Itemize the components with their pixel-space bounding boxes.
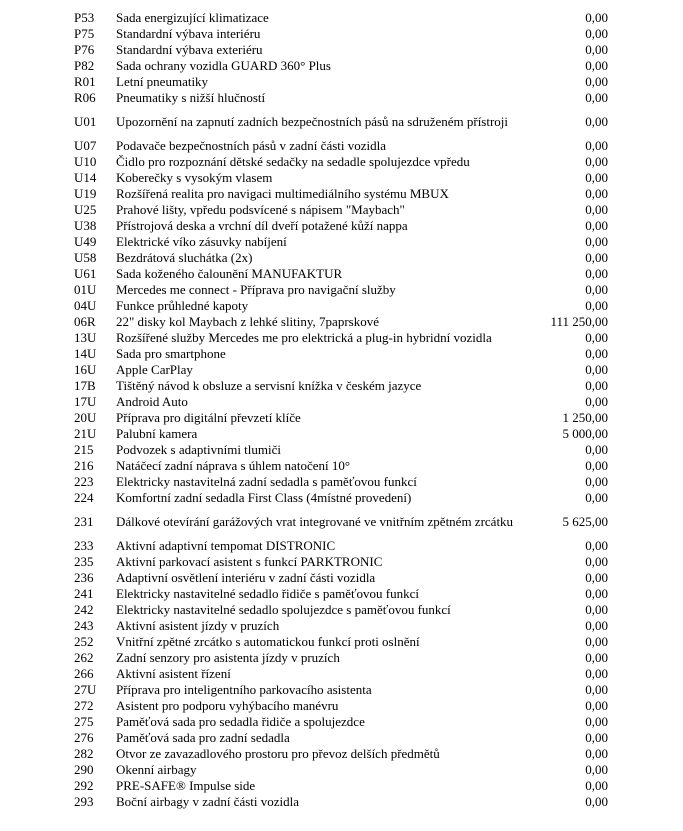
option-row	[74, 538, 608, 554]
option-description: Palubní kamera	[116, 426, 198, 441]
option-row	[74, 186, 608, 202]
option-description: Android Auto	[116, 394, 188, 409]
option-code: U14	[74, 170, 97, 185]
option-description: Okenní airbagy	[116, 762, 197, 777]
option-price: 0,00	[585, 634, 608, 649]
option-row	[74, 794, 608, 810]
option-code: 235	[74, 554, 94, 569]
option-description: Standardní výbava exteriéru	[116, 42, 263, 57]
option-price: 0,00	[585, 90, 608, 105]
option-row	[74, 202, 608, 218]
option-price: 0,00	[585, 602, 608, 617]
option-row	[74, 634, 608, 650]
option-row	[74, 42, 608, 58]
option-price: 0,00	[585, 794, 608, 809]
option-row	[74, 618, 608, 634]
option-description: Rozšířené služby Mercedes me pro elektrická a plug-in hybridní vozidla	[116, 330, 492, 345]
option-row	[74, 458, 608, 474]
option-description: Otvor ze zavazadlového prostoru pro převoz delších předmětů	[116, 746, 440, 761]
option-row	[74, 218, 608, 234]
option-code: U61	[74, 266, 97, 281]
option-description: Aktivní asistent jízdy v pruzích	[116, 618, 280, 633]
option-description: Sada pro smartphone	[116, 346, 226, 361]
option-price: 0,00	[585, 202, 608, 217]
option-code: 241	[74, 586, 94, 601]
option-code: P82	[74, 58, 95, 73]
option-row	[74, 234, 608, 250]
option-description: Prahové lišty, vpředu podsvícené s nápisem "Maybach"	[116, 202, 405, 217]
option-row	[74, 698, 608, 714]
option-code: U07	[74, 138, 97, 153]
option-description: Adaptivní osvětlení interiéru v zadní části vozidla	[116, 570, 376, 585]
option-code: 20U	[74, 410, 97, 425]
option-row	[74, 442, 608, 458]
option-price: 0,00	[585, 698, 608, 713]
option-row	[74, 682, 608, 698]
option-code: 21U	[74, 426, 97, 441]
option-code: 13U	[74, 330, 97, 345]
option-price: 0,00	[585, 394, 608, 409]
option-description: Mercedes me connect - Příprava pro navigační služby	[116, 282, 396, 297]
option-row	[74, 138, 608, 154]
option-row	[74, 778, 608, 794]
option-code: U49	[74, 234, 97, 249]
option-description: Bezdrátová sluchátka (2x)	[116, 250, 253, 265]
option-price: 0,00	[585, 250, 608, 265]
option-row	[74, 74, 608, 90]
option-description: Elektricky nastavitelné sedadlo řidiče s paměťovou funkcí	[116, 586, 420, 601]
option-row	[74, 506, 608, 538]
option-code: 01U	[74, 282, 97, 297]
option-price: 0,00	[585, 346, 608, 361]
option-description: Sada koženého čalounění MANUFAKTUR	[116, 266, 343, 281]
option-row	[74, 378, 608, 394]
option-description: Upozornění na zapnutí zadních bezpečnostních pásů na sdruženém přístroji	[116, 114, 509, 129]
option-description: Aktivní adaptivní tempomat DISTRONIC	[116, 538, 336, 553]
option-row	[74, 746, 608, 762]
option-price: 0,00	[585, 282, 608, 297]
option-code: 276	[74, 730, 94, 745]
option-price: 0,00	[585, 490, 608, 505]
option-description: Boční airbagy v zadní části vozidla	[116, 794, 300, 809]
option-price: 0,00	[585, 26, 608, 41]
option-description: Vnitřní zpětné zrcátko s automatickou funkcí proti oslnění	[116, 634, 420, 649]
option-description: Paměťová sada pro sedadla řidiče a spolujezdce	[116, 714, 365, 729]
option-price: 0,00	[585, 114, 608, 129]
option-row	[74, 282, 608, 298]
option-price: 1 250,00	[562, 410, 608, 425]
option-price: 0,00	[585, 442, 608, 457]
option-description: Zadní senzory pro asistenta jízdy v pruzích	[116, 650, 340, 665]
option-description: Apple CarPlay	[116, 362, 193, 377]
option-row	[74, 586, 608, 602]
option-code: 17B	[74, 378, 96, 393]
option-row	[74, 490, 608, 506]
option-price: 0,00	[585, 618, 608, 633]
option-price: 0,00	[585, 714, 608, 729]
option-row	[74, 58, 608, 74]
option-price: 0,00	[585, 42, 608, 57]
option-code: 233	[74, 538, 94, 553]
option-description: Podavače bezpečnostních pásů v zadní části vozidla	[116, 138, 387, 153]
option-row	[74, 762, 608, 778]
option-description: Čidlo pro rozpoznání dětské sedačky na sedadle spolujezdce vpředu	[116, 154, 470, 169]
option-code: U19	[74, 186, 97, 201]
option-price: 0,00	[585, 538, 608, 553]
option-code: R06	[74, 90, 96, 105]
option-code: 282	[74, 746, 94, 761]
option-price: 0,00	[585, 298, 608, 313]
option-description: Sada ochrany vozidla GUARD 360° Plus	[116, 58, 331, 73]
option-code: 223	[74, 474, 94, 489]
option-description: Aktivní asistent řízení	[116, 666, 231, 681]
option-price: 0,00	[585, 266, 608, 281]
option-code: 252	[74, 634, 94, 649]
option-price: 0,00	[585, 58, 608, 73]
option-description: Letní pneumatiky	[116, 74, 209, 89]
option-price: 0,00	[585, 586, 608, 601]
option-description: Příprava pro inteligentního parkovacího asistenta	[116, 682, 372, 697]
option-row	[74, 554, 608, 570]
option-price: 0,00	[585, 330, 608, 345]
option-code: 231	[74, 514, 94, 529]
option-price: 5 000,00	[562, 426, 608, 441]
option-row	[74, 394, 608, 410]
option-description: Natáčecí zadní náprava s úhlem natočení 10°	[116, 458, 351, 473]
option-code: 224	[74, 490, 94, 505]
option-code: P53	[74, 10, 95, 25]
option-description: Asistent pro podporu vyhýbacího manévru	[116, 698, 339, 713]
option-code: 243	[74, 618, 94, 633]
option-code: U25	[74, 202, 97, 217]
option-code: P76	[74, 42, 95, 57]
option-code: 16U	[74, 362, 97, 377]
option-row	[74, 10, 608, 26]
option-code: 236	[74, 570, 94, 585]
option-description: 22" disky kol Maybach z lehké slitiny, 7paprskové	[116, 314, 379, 329]
option-price: 0,00	[585, 170, 608, 185]
option-code: 242	[74, 602, 94, 617]
options-table	[74, 10, 608, 810]
option-row	[74, 714, 608, 730]
option-code: R01	[74, 74, 96, 89]
option-code: 216	[74, 458, 94, 473]
option-row	[74, 346, 608, 362]
option-price: 0,00	[585, 378, 608, 393]
option-row	[74, 154, 608, 170]
option-row	[74, 298, 608, 314]
option-code: U01	[74, 114, 97, 129]
option-description: Dálkové otevírání garážových vrat integrované ve vnitřním zpětném zrcátku	[116, 514, 514, 529]
option-price: 0,00	[585, 682, 608, 697]
option-price: 0,00	[585, 218, 608, 233]
option-description: Sada energizující klimatizace	[116, 10, 269, 25]
option-code: U10	[74, 154, 97, 169]
option-row	[74, 170, 608, 186]
option-price: 0,00	[585, 186, 608, 201]
option-description: Rozšířená realita pro navigaci multimediálního systému MBUX	[116, 186, 449, 201]
option-description: Elektricky nastavitelné sedadlo spolujezdce s paměťovou funkcí	[116, 602, 451, 617]
option-price: 0,00	[585, 138, 608, 153]
option-description: Přístrojová deska a vrchní díl dveří potažené kůží nappa	[116, 218, 408, 233]
option-code: 27U	[74, 682, 97, 697]
option-row	[74, 650, 608, 666]
option-price: 0,00	[585, 746, 608, 761]
option-price: 0,00	[585, 666, 608, 681]
option-row	[74, 90, 608, 106]
option-description: Elektricky nastavitelná zadní sedadla s paměťovou funkcí	[116, 474, 417, 489]
option-price: 0,00	[585, 650, 608, 665]
option-price: 0,00	[585, 154, 608, 169]
option-code: 06R	[74, 314, 96, 329]
options-table-body	[74, 10, 608, 810]
option-description: Koberečky s vysokým vlasem	[116, 170, 273, 185]
option-code: U58	[74, 250, 97, 265]
option-row	[74, 570, 608, 586]
option-price: 0,00	[585, 778, 608, 793]
option-description: Funkce průhledné kapoty	[116, 298, 249, 313]
option-row	[74, 330, 608, 346]
option-price: 0,00	[585, 474, 608, 489]
option-code: 215	[74, 442, 94, 457]
option-row	[74, 314, 608, 330]
option-code: U38	[74, 218, 97, 233]
option-row	[74, 410, 608, 426]
option-code: 292	[74, 778, 94, 793]
option-price: 0,00	[585, 554, 608, 569]
option-price: 0,00	[585, 762, 608, 777]
option-code: 275	[74, 714, 94, 729]
option-price: 0,00	[585, 10, 608, 25]
option-description: Pneumatiky s nižší hlučností	[116, 90, 266, 105]
option-price: 0,00	[585, 74, 608, 89]
option-price: 0,00	[585, 730, 608, 745]
option-row	[74, 474, 608, 490]
option-description: Komfortní zadní sedadla First Class (4místné provedení)	[116, 490, 412, 505]
option-description: Standardní výbava interiéru	[116, 26, 261, 41]
option-description: Aktivní parkovací asistent s funkcí PARKTRONIC	[116, 554, 383, 569]
option-description: Podvozek s adaptivními tlumiči	[116, 442, 282, 457]
option-description: PRE-SAFE® Impulse side	[116, 778, 256, 793]
option-row	[74, 106, 608, 138]
option-price: 111 250,00	[550, 314, 608, 329]
option-row	[74, 666, 608, 682]
option-code: 266	[74, 666, 94, 681]
option-code: 17U	[74, 394, 97, 409]
option-price: 5 625,00	[562, 514, 608, 529]
option-code: P75	[74, 26, 95, 41]
option-row	[74, 730, 608, 746]
option-code: 290	[74, 762, 94, 777]
option-code: 04U	[74, 298, 97, 313]
option-description: Příprava pro digitální převzetí klíče	[116, 410, 301, 425]
option-row	[74, 362, 608, 378]
option-row	[74, 250, 608, 266]
option-price: 0,00	[585, 458, 608, 473]
option-row	[74, 602, 608, 618]
option-price: 0,00	[585, 362, 608, 377]
option-code: 272	[74, 698, 94, 713]
option-code: 14U	[74, 346, 97, 361]
option-code: 293	[74, 794, 94, 809]
option-description: Elektrické víko zásuvky nabíjení	[116, 234, 287, 249]
option-row	[74, 266, 608, 282]
option-price: 0,00	[585, 570, 608, 585]
option-price: 0,00	[585, 234, 608, 249]
option-description: Tištěný návod k obsluze a servisní knížka v českém jazyce	[116, 378, 422, 393]
option-description: Paměťová sada pro zadní sedadla	[116, 730, 290, 745]
option-row	[74, 426, 608, 442]
option-row	[74, 26, 608, 42]
option-code: 262	[74, 650, 94, 665]
